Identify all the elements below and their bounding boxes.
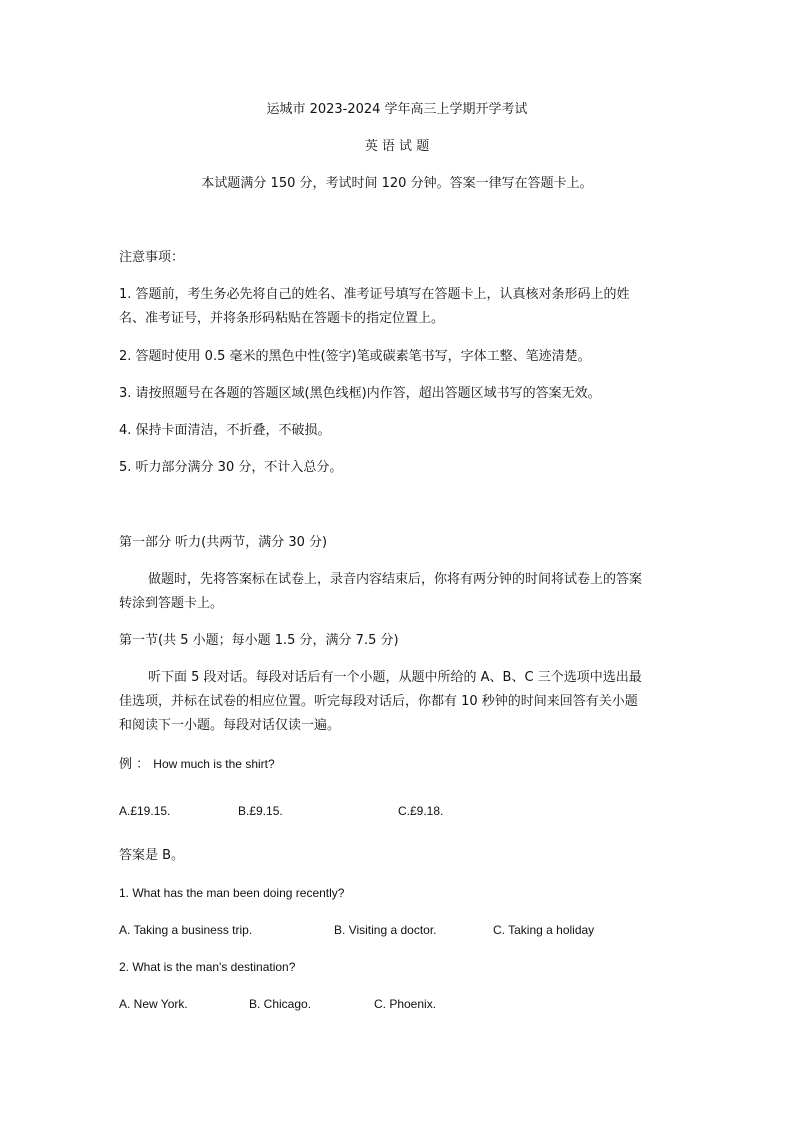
example-label: 例 ： bbox=[119, 757, 150, 772]
question-1-option-a: A. Taking a business trip. bbox=[119, 923, 253, 937]
example-option-c: C.£9.18. bbox=[398, 804, 444, 818]
example-answer: 答案是 B。 bbox=[119, 848, 185, 863]
question-2-option-b: B. Chicago. bbox=[249, 997, 312, 1011]
section1-heading: 第一节(共 5 小题；每小题 1.5 分，满分 7.5 分) bbox=[119, 633, 399, 648]
subject-title: 英 语 试 题 bbox=[364, 139, 430, 154]
question-1-option-c: C. Taking a holiday bbox=[493, 923, 595, 937]
question-2-option-c: C. Phoenix. bbox=[374, 997, 437, 1011]
note-item-2: 2. 答题时使用 0.5 毫米的黑色中性(签字)笔或碳素笔书写，字体工整、笔迹清楚。 bbox=[119, 349, 591, 364]
note-item-4: 4. 保持卡面清洁，不折叠，不破损。 bbox=[119, 423, 331, 438]
part1-intro-line2: 转涂到答题卡上。 bbox=[119, 596, 224, 611]
notes-heading: 注意事项： bbox=[119, 250, 185, 265]
question-2-option-a: A. New York. bbox=[119, 997, 188, 1011]
question-1-option-b: B. Visiting a doctor. bbox=[334, 923, 437, 937]
example-question bbox=[119, 756, 275, 773]
example-question-text: How much is the shirt? bbox=[153, 757, 275, 771]
example-option-a: A.£19.15. bbox=[119, 804, 171, 818]
note-item-3: 3. 请按照题号在各题的答题区域(黑色线框)内作答，超出答题区域书写的答案无效。 bbox=[119, 386, 601, 401]
exam-info: 本试题满分 150 分，考试时间 120 分钟。答案一律写在答题卡上。 bbox=[201, 176, 593, 191]
example-option-b: B.£9.15. bbox=[238, 804, 283, 818]
question-1-stem: 1. What has the man been doing recently? bbox=[119, 886, 345, 900]
section1-intro-line3: 和阅读下一小题。每段对话仅读一遍。 bbox=[119, 718, 341, 733]
note-item-5: 5. 听力部分满分 30 分，不计入总分。 bbox=[119, 460, 343, 475]
section1-intro-line1: 听下面 5 段对话。每段对话后有一个小题，从题中所给的 A、B、C 三个选项中选出最 bbox=[148, 670, 642, 685]
question-2-stem: 2. What is the man's destination? bbox=[119, 960, 296, 974]
note-item-1-line2: 名、准考证号，并将条形码粘贴在答题卡的指定位置上。 bbox=[119, 311, 445, 326]
part1-intro-line1: 做题时，先将答案标在试卷上，录音内容结束后，你将有两分钟的时间将试卷上的答案 bbox=[148, 572, 643, 587]
note-item-1-line1: 1. 答题前，考生务必先将自己的姓名、准考证号填写在答题卡上，认真核对条形码上的姓 bbox=[119, 287, 630, 302]
section1-intro-line2: 佳选项，并标在试卷的相应位置。听完每段对话后，你都有 10 秒钟的时间来回答有关小题 bbox=[119, 694, 638, 709]
part1-heading: 第一部分 听力(共两节，满分 30 分) bbox=[119, 535, 328, 550]
exam-title: 运城市 2023-2024 学年高三上学期开学考试 bbox=[266, 102, 528, 117]
